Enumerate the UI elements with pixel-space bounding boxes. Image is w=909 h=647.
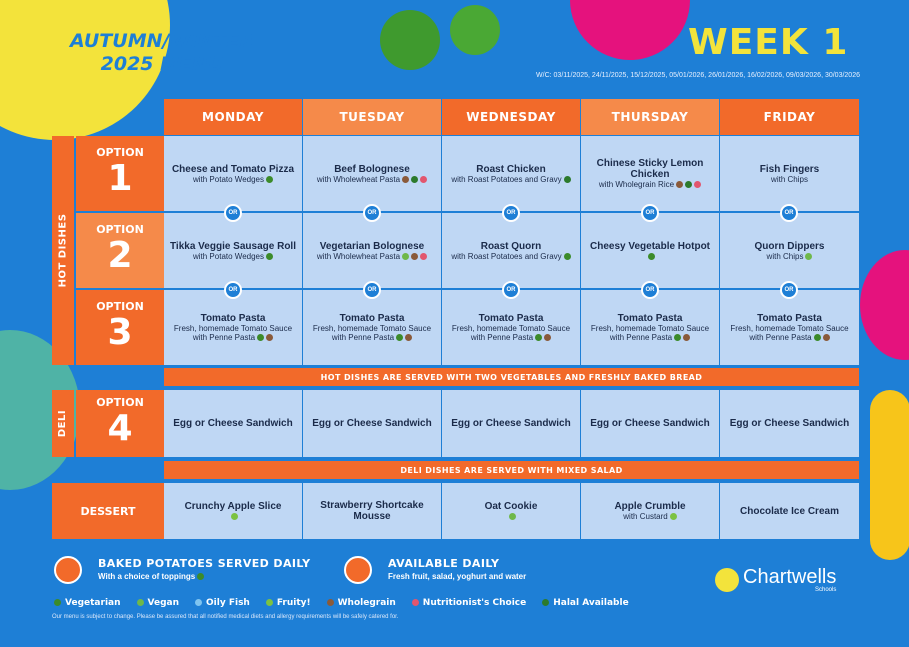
vegetarian-icon [396,334,403,341]
wholegrain-icon [402,176,409,183]
or-badge: OR [780,204,798,222]
day-header-tuesday: TUESDAY [303,99,441,135]
option1-thursday: Chinese Sticky Lemon Chicken with Wholegrain Rice [581,136,719,211]
deli-wednesday: Egg or Cheese Sandwich [442,390,580,457]
day-header-friday: FRIDAY [720,99,859,135]
or-badge: OR [363,204,381,222]
option2-wednesday: Roast Quorn with Roast Potatoes and Gravy [442,213,580,288]
vegan-icon [402,253,409,260]
decor-broccoli [380,10,440,70]
option-2-box: OPTION 2 [76,213,164,288]
option-4-box: OPTION 4 [76,390,164,457]
option2-monday: Tikka Veggie Sausage Roll with Potato Wedges [164,213,302,288]
legend-vegetarian: Vegetarian [52,598,121,608]
legend-wholegrain: Wholegrain [325,598,396,608]
baked-potato-icon [54,556,82,584]
vegetarian-icon [54,599,61,606]
wholegrain-icon [823,334,830,341]
decor-corn [870,390,909,560]
decor-broccoli-2 [450,5,500,55]
vegetarian-icon [564,253,571,260]
vegetarian-icon [535,334,542,341]
vegetarian-icon [814,334,821,341]
option1-monday: Cheese and Tomato Pizza with Potato Wedges [164,136,302,211]
baked-potatoes-sub: With a choice of toppings [98,572,204,581]
nutritionist-choice-icon [420,176,427,183]
vegetarian-icon [257,334,264,341]
halal-icon [685,181,692,188]
dessert-label: DESSERT [52,483,164,539]
fruity-icon [231,513,238,520]
vegan-icon [805,253,812,260]
day-header-monday: MONDAY [164,99,302,135]
fruity-icon [670,513,677,520]
or-badge: OR [780,281,798,299]
option3-monday: Tomato Pasta Fresh, homemade Tomato Sauce with Penne Pasta [164,290,302,365]
deli-dishes-note: DELI DISHES ARE SERVED WITH MIXED SALAD [164,461,859,479]
nutritionist-choice-icon [694,181,701,188]
day-header-thursday: THURSDAY [581,99,719,135]
dessert-wednesday: Oat Cookie [442,483,580,539]
week-label: WEEK 1 [688,22,849,63]
wholegrain-icon [411,253,418,260]
wholegrain-icon [676,181,683,188]
hot-dishes-note: HOT DISHES ARE SERVED WITH TWO VEGETABLES AND FRESHLY BAKED BREAD [164,368,859,386]
option2-friday: Quorn Dippers with Chips [720,213,859,288]
wholegrain-icon [405,334,412,341]
option3-wednesday: Tomato Pasta Fresh, homemade Tomato Sauce with Penne Pasta [442,290,580,365]
option1-friday: Fish Fingers with Chips [720,136,859,211]
option3-thursday: Tomato Pasta Fresh, homemade Tomato Sauce with Penne Pasta [581,290,719,365]
wholegrain-icon [266,334,273,341]
dessert-thursday: Apple Crumble with Custard [581,483,719,539]
option2-thursday: Cheesy Vegetable Hotpot [581,213,719,288]
deli-tuesday: Egg or Cheese Sandwich [303,390,441,457]
available-daily-sub: Fresh fruit, salad, yoghurt and water [388,572,527,581]
option3-friday: Tomato Pasta Fresh, homemade Tomato Sauce with Penne Pasta [720,290,859,365]
option3-tuesday: Tomato Pasta Fresh, homemade Tomato Sauce with Penne Pasta [303,290,441,365]
halal-icon [542,599,549,606]
legend-vegan: Vegan [135,598,180,608]
option2-tuesday: Vegetarian Bolognese with Wholewheat Pasta [303,213,441,288]
vegetarian-icon [266,176,273,183]
vegetarian-icon [266,253,273,260]
wholegrain-icon [327,599,334,606]
week-commencing-dates: W/C: 03/11/2025, 24/11/2025, 15/12/2025, 05/01/2026, 26/01/2026, 16/02/2026, 09/03/2026, 30/03/2026 [536,72,860,79]
legend-halal: Halal Available [540,598,628,608]
available-daily-title: AVAILABLE DAILY [388,557,500,570]
menu-title [52,30,272,76]
halal-icon [411,176,418,183]
halal-icon [564,176,571,183]
deli-thursday: Egg or Cheese Sandwich [581,390,719,457]
or-badge: OR [641,281,659,299]
decor-pink-blob [570,0,690,60]
decor-pink-right [860,250,909,360]
vegetarian-icon [197,573,204,580]
or-badge: OR [641,204,659,222]
nutritionist-choice-icon [412,599,419,606]
option1-wednesday: Roast Chicken with Roast Potatoes and Gravy [442,136,580,211]
dessert-monday: Crunchy Apple Slice [164,483,302,539]
vegetarian-icon [648,253,655,260]
or-badge: OR [224,281,242,299]
title-line-2: 2025 MENU [100,53,224,75]
dietary-legend [52,598,629,608]
deli-monday: Egg or Cheese Sandwich [164,390,302,457]
day-header-wednesday: WEDNESDAY [442,99,580,135]
wholegrain-icon [544,334,551,341]
legend-fruity: Fruity! [264,598,311,608]
fruity-icon [266,599,273,606]
baked-potatoes-title: BAKED POTATOES SERVED DAILY [98,557,311,570]
wholegrain-icon [683,334,690,341]
vegan-icon [137,599,144,606]
deli-friday: Egg or Cheese Sandwich [720,390,859,457]
vegan-icon [509,513,516,520]
or-badge: OR [363,281,381,299]
disclaimer-note: Our menu is subject to change. Please be assured that all notified medical diets and allergy requirements will be safely catered for. [52,614,399,620]
or-badge: OR [224,204,242,222]
title-line-1: AUTUMN/WINTER [70,30,254,52]
vegetarian-icon [674,334,681,341]
legend-nutritionist-choice: Nutritionist's Choice [410,598,526,608]
dessert-tuesday: Strawberry Shortcake Mousse [303,483,441,539]
chartwells-logo: Chartwells Schools [715,567,836,593]
fish-icon [195,599,202,606]
dessert-friday: Chocolate Ice Cream [720,483,859,539]
option1-tuesday: Beef Bolognese with Wholewheat Pasta [303,136,441,211]
menu-grid [52,99,859,539]
legend-oily-fish: Oily Fish [193,598,250,608]
option-3-box: OPTION 3 [76,290,164,365]
deli-label: DELI [52,390,74,457]
nutritionist-choice-icon [420,253,427,260]
chartwells-logo-icon [715,568,739,592]
option-1-box: OPTION 1 [76,136,164,211]
or-badge: OR [502,281,520,299]
salad-bowl-icon [344,556,372,584]
hot-dishes-label: HOT DISHES [52,136,74,365]
or-badge: OR [502,204,520,222]
